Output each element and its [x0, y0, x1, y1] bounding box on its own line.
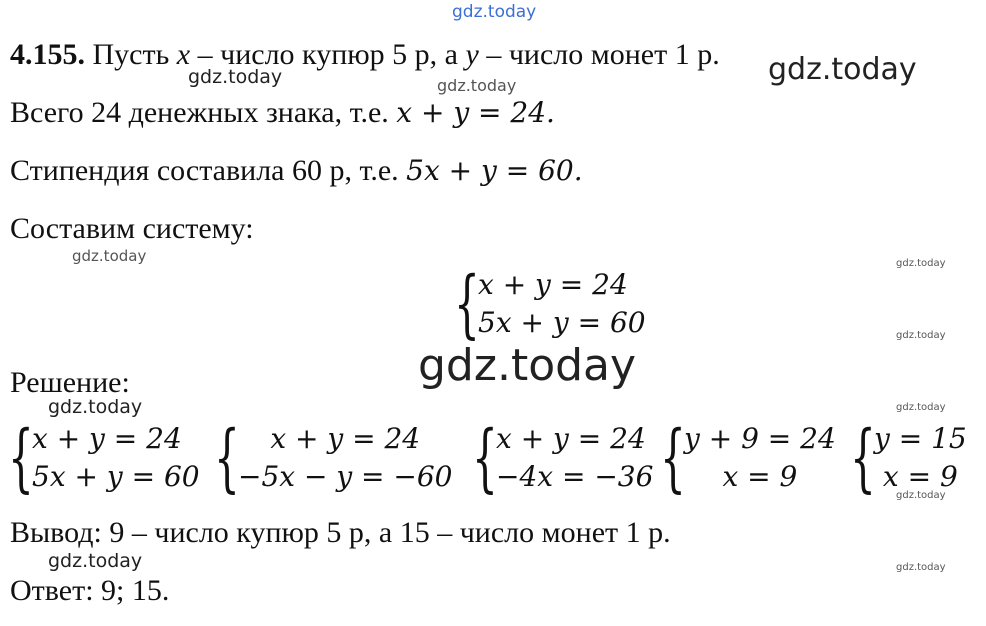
equation: 5x + y = 60: [478, 306, 646, 339]
equation: −4x = −36: [496, 460, 654, 493]
var-y: y: [465, 38, 479, 71]
problem-number: 4.155.: [10, 38, 85, 71]
equation: x = 9: [722, 460, 798, 493]
step-5: [850, 415, 967, 501]
watermark: gdz.today: [896, 490, 946, 501]
system-main: [454, 261, 646, 347]
equation: x + y = 24.: [396, 96, 555, 129]
step-4: [660, 415, 836, 501]
brace: {: [850, 415, 876, 501]
watermark-top: gdz.today: [452, 2, 537, 22]
brace: {: [454, 261, 480, 347]
step-1: [8, 415, 200, 501]
stipend-line: [10, 154, 583, 188]
equation: 5x + y = 60.: [406, 154, 583, 187]
text: – число монет 1 р.: [486, 38, 720, 71]
var-x: x: [176, 38, 191, 71]
brace: {: [8, 415, 34, 501]
conclusion: Вывод: 9 – число купюр 5 р, а 15 – число монет 1 р.: [10, 516, 671, 549]
text: Пусть: [92, 38, 170, 71]
total-line: [10, 96, 555, 130]
text: Стипендия составила 60 р, т.е.: [10, 154, 399, 187]
step-2: [214, 415, 453, 501]
equation: x + y = 24: [478, 268, 628, 301]
watermark: gdz.today: [896, 330, 946, 341]
watermark: gdz.today: [768, 52, 917, 87]
watermark: gdz.today: [896, 402, 946, 413]
watermark: gdz.today: [48, 550, 143, 572]
equation: x + y = 24: [32, 422, 182, 455]
watermark-large: gdz.today: [418, 340, 637, 391]
equation: y = 15: [874, 422, 967, 455]
equation: x + y = 24: [496, 422, 646, 455]
equation: x = 9: [882, 460, 958, 493]
brace: {: [660, 415, 686, 501]
watermark: gdz.today: [72, 247, 147, 265]
watermark: gdz.today: [437, 76, 517, 95]
text: Всего 24 денежных знака, т.е.: [10, 96, 389, 129]
step-3: [472, 415, 654, 501]
answer: Ответ: 9; 15.: [10, 574, 170, 607]
brace: {: [214, 415, 240, 501]
compose-system-line: Составим систему:: [10, 212, 254, 245]
equation: 5x + y = 60: [32, 460, 200, 493]
watermark: gdz.today: [896, 562, 946, 573]
watermark: gdz.today: [188, 66, 283, 88]
equation: x + y = 24: [270, 422, 421, 455]
watermark: gdz.today: [48, 396, 143, 418]
problem-statement: [10, 38, 720, 72]
brace: {: [472, 415, 498, 501]
text: – число купюр 5 р, а: [197, 38, 458, 71]
equation: −5x − y = −60: [238, 460, 453, 493]
solution-label: Решение:: [10, 366, 130, 399]
watermark: gdz.today: [896, 258, 946, 269]
equation: y + 9 = 24: [684, 422, 836, 455]
